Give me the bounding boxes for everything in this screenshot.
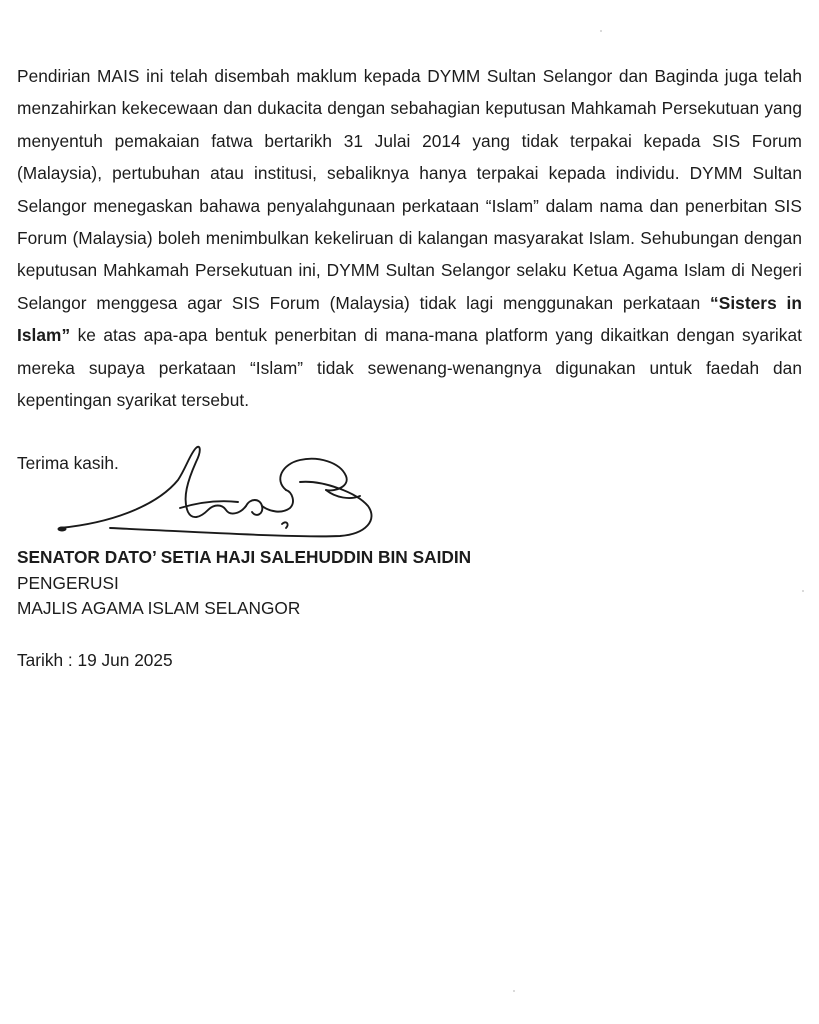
body-text-emphasis: “Sisters in Islam” [17,292,802,346]
body-text-part1: Pendirian MAIS ini telah disembah maklum kepada DYMM Sultan Selangor dan Baginda juga telah menzahirkan kekecewaan dan dukacita dengan sebahagian keputusan Mahkamah Persekutuan yang menyentuh pemakaian fatwa bertarikh 31 Julai 2014 yang tidak terpakai kepada SIS Forum (Malaysia), pertubuhan atau institusi, sebaliknya hanya terpakai kepada individu. DYMM Sultan Selangor menegaskan bahawa penyalahgunaan perkataan “Islam” dalam nama dan penerbitan SIS Forum (Malaysia) boleh menimbulkan kekeliruan di kalangan masyarakat Islam. Sehubungan dengan keputusan Mahkamah Persekutuan ini, DYMM Sultan Selangor selaku Ketua Agama Islam di Negeri Selangor menggesa agar SIS Forum (Malaysia) tidak lagi menggunakan perkataan [17,66,802,313]
closing-line: Terima kasih. [17,453,119,473]
signatory-title: PENGERUSI [17,573,119,593]
handwritten-signature [50,440,390,545]
signatory-name: SENATOR DATO’ SETIA HAJI SALEHUDDIN BIN SAIDIN [17,547,472,567]
scan-speck [802,590,804,592]
scan-speck [600,30,602,32]
date-line: Tarikh : 19 Jun 2025 [17,650,173,670]
body-paragraph [17,60,802,416]
scan-speck [513,990,515,992]
signatory-organization: MAJLIS AGAMA ISLAM SELANGOR [17,598,301,618]
body-text-part2: ke atas apa-apa bentuk penerbitan di mana-mana platform yang dikaitkan dengan syarikat mereka supaya perkataan “Islam” tidak sewenang-wenangnya digunakan untuk faedah dan kepentingan syarikat tersebut. [17,325,802,411]
